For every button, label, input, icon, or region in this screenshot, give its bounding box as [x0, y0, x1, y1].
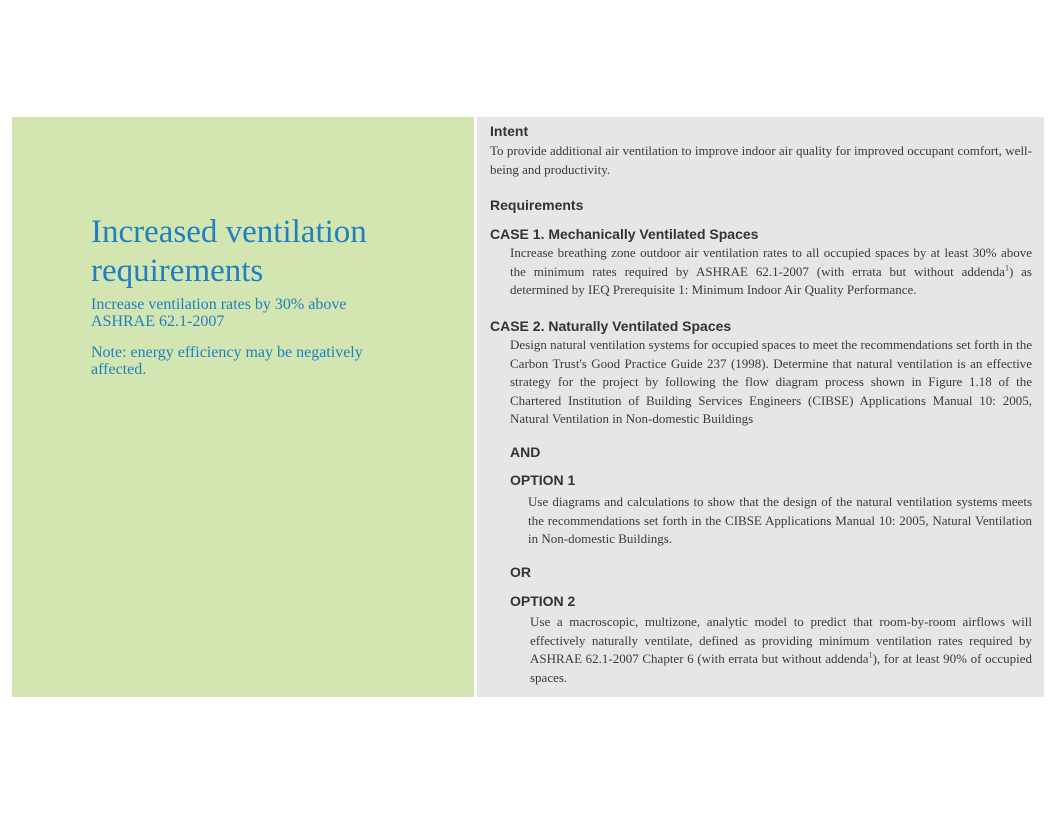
- footnote-marker: 1: [868, 650, 873, 660]
- option2-text-end: ), for at least 90% of occupied spaces.: [530, 651, 1032, 685]
- slide-subtitle: Increase ventilation rates by 30% above ASHRAE 62.1-2007: [91, 296, 347, 330]
- requirements-heading: Requirements: [490, 197, 584, 213]
- document-excerpt: [477, 117, 1044, 697]
- case1-heading: CASE 1. Mechanically Ventilated Spaces: [490, 226, 759, 242]
- or-label: OR: [510, 564, 531, 580]
- slide-title: Increased ventilation requirements: [91, 214, 367, 289]
- slide-note: Note: energy efficiency may be negatively affected.: [91, 344, 363, 378]
- option2-text-main: Use a macroscopic, multizone, analytic model to predict that room-by-room airflows will effectively naturally ventilate, defined as providing minimum ventilation rates required by ASHRAE 62.1-2007 Chapter 6 (with errata but without addenda: [530, 614, 1032, 666]
- case2-heading: CASE 2. Naturally Ventilated Spaces: [490, 318, 732, 334]
- option2-text: [530, 613, 1032, 687]
- case2-text: Design natural ventilation systems for occupied spaces to meet the recommendations set forth in the Carbon Trust's Good Practice Guide 237 (1998). Determine that natural ventilation is an effective strategy for the project by following the flow diagram process shown in Figure 1.18 of the Chartered Institution of Building Services Engineers (CIBSE) Applications Manual 10: 2005, Natural Ventilation in Non-domestic Buildings: [510, 337, 1032, 426]
- option1-heading: OPTION 1: [510, 472, 576, 488]
- title-panel: [12, 117, 474, 697]
- intent-text: To provide additional air ventilation to improve indoor air quality for improved occupant comfort, well-being and productivity.: [490, 143, 1032, 177]
- case1-text-end: ) as determined by IEQ Prerequisite 1: Minimum Indoor Air Quality Performance.: [510, 263, 1032, 297]
- intent-heading: Intent: [490, 123, 529, 139]
- and-label: AND: [510, 444, 541, 460]
- case1-text: [510, 244, 1032, 300]
- footnote-marker: 1: [1004, 263, 1009, 273]
- option1-text: Use diagrams and calculations to show that the design of the natural ventilation systems meets the recommendations set forth in the CIBSE Applications Manual 10: 2005, Natural Ventilation in Non-domestic Buildings.: [528, 494, 1032, 546]
- option2-heading: OPTION 2: [510, 593, 576, 609]
- case1-text-main: Increase breathing zone outdoor air ventilation rates to all occupied spaces by at least 30% above the minimum rates required by ASHRAE 62.1-2007 (with errata but without addenda: [510, 245, 1032, 279]
